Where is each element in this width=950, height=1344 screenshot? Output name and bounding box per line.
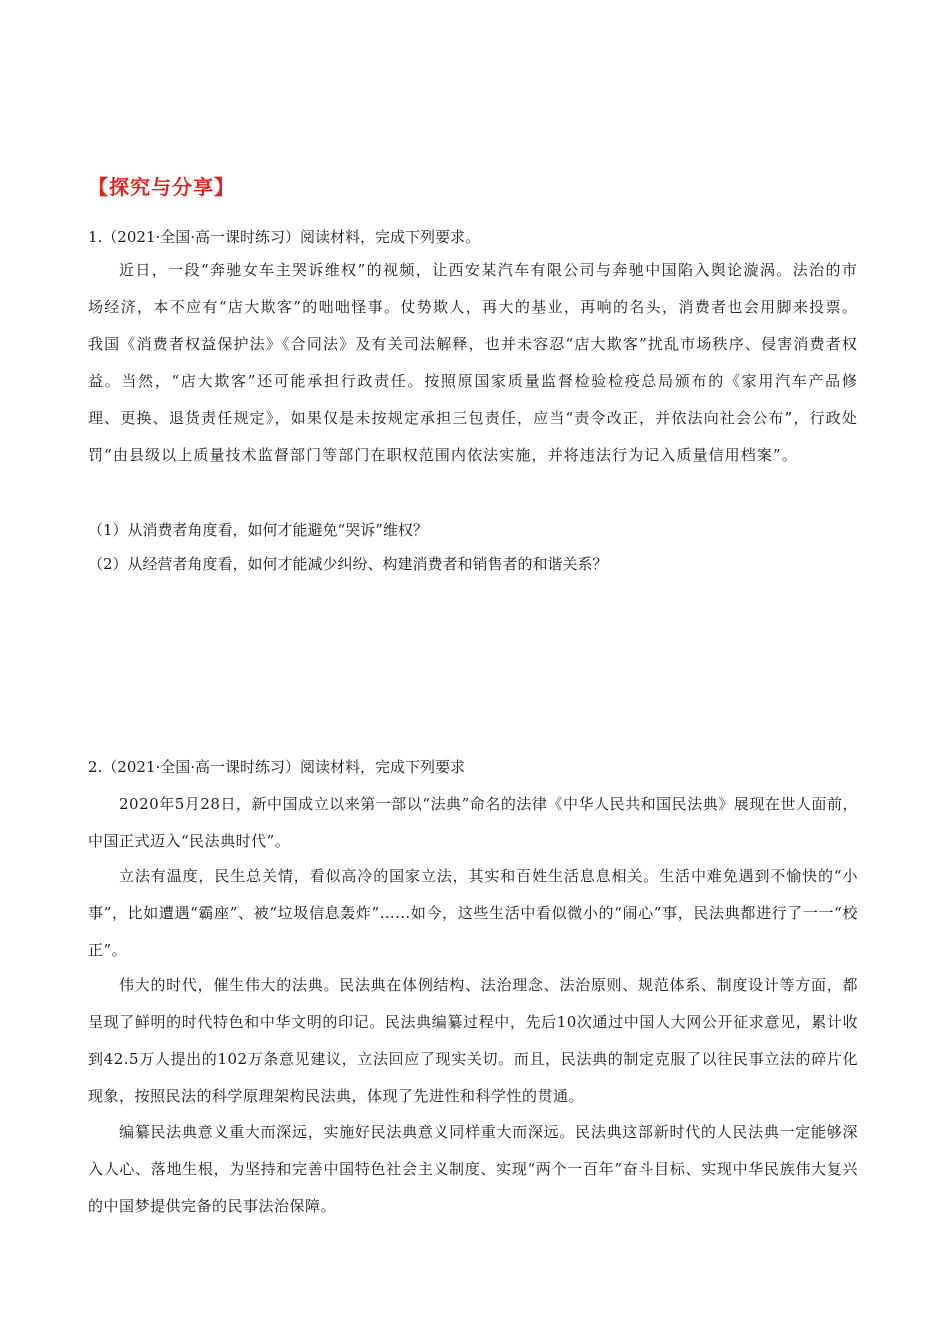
question-2-paragraph-3: 伟大的时代，催生伟大的法典。民法典在体例结构、法治理念、法治原则、规范体系、制度设计等方面，都呈现了鲜明的时代特色和中华文明的印记。民法典编纂过程中，先后10次通过中国人大网公开征求意见，累计收到42.5万人提出的102万条意见建议，立法回应了现实关切。而且，民法典的制定克服了以往民事立法的碎片化现象，按照民法的科学原理架构民法典，体现了先进性和科学性的贯通。 xyxy=(88,976,858,1105)
question-2-paragraph-1: 2020年5月28日，新中国成立以来第一部以“法典”命名的法律《中华人民共和国民法典》展现在世人面前，中国正式迈入“民法典时代”。 xyxy=(88,795,858,850)
question-1-subquestion-1: （1）从消费者角度看，如何才能避免“哭诉”维权？ xyxy=(88,521,428,539)
question-2-paragraph-2: 立法有温度，民生总关情，看似高冷的国家立法，其实和百姓生活息息相关。生活中难免遇到不愉快的“小事”，比如遭遇“霸座”、被“垃圾信息轰炸”……如今，这些生活中看似微小的“闹心”事，民法典都进行了一一“校正”。 xyxy=(88,867,858,959)
question-2-paragraph-4: 编纂民法典意义重大而深远，实施好民法典意义同样重大而深远。民法典这部新时代的人民法典一定能够深入人心、落地生根，为坚持和完善中国特色社会主义制度、实现“两个一百年”奋斗目标、实现中华民族伟大复兴的中国梦提供完备的民事法治保障。 xyxy=(88,1123,858,1215)
question-2-heading: 2.（2021·全国·高一课时练习）阅读材料，完成下列要求 xyxy=(88,758,466,776)
question-1-material: 近日，一段“奔驰女车主哭诉维权”的视频，让西安某汽车有限公司与奔驰中国陷入舆论漩涡。法治的市场经济，本不应有“店大欺客”的咄咄怪事。仗势欺人，再大的基业，再响的名头，消费者也会用脚来投票。我国《消费者权益保护法》《合同法》及有关司法解释，也并未容忍“店大欺客”扰乱市场秩序、侵害消费者权益。当然，“店大欺客”还可能承担行政责任。按照原国家质量监督检验检疫总局颁布的《家用汽车产品修理、更换、退货责任规定》，如果仅是未按规定承担三包责任，应当“责令改正，并依法向社会公布”，行政处罚“由县级以上质量技术监督部门等部门在职权范围内依法实施，并将违法行为记入质量信用档案”。 xyxy=(88,261,858,464)
question-1-heading: 1.（2021·全国·高一课时练习）阅读材料，完成下列要求。 xyxy=(88,228,481,246)
question-1-subquestion-2: （2）从经营者角度看，如何才能减少纠纷、构建消费者和销售者的和谐关系？ xyxy=(88,555,608,573)
section-title: 【探究与分享】 xyxy=(88,175,235,199)
